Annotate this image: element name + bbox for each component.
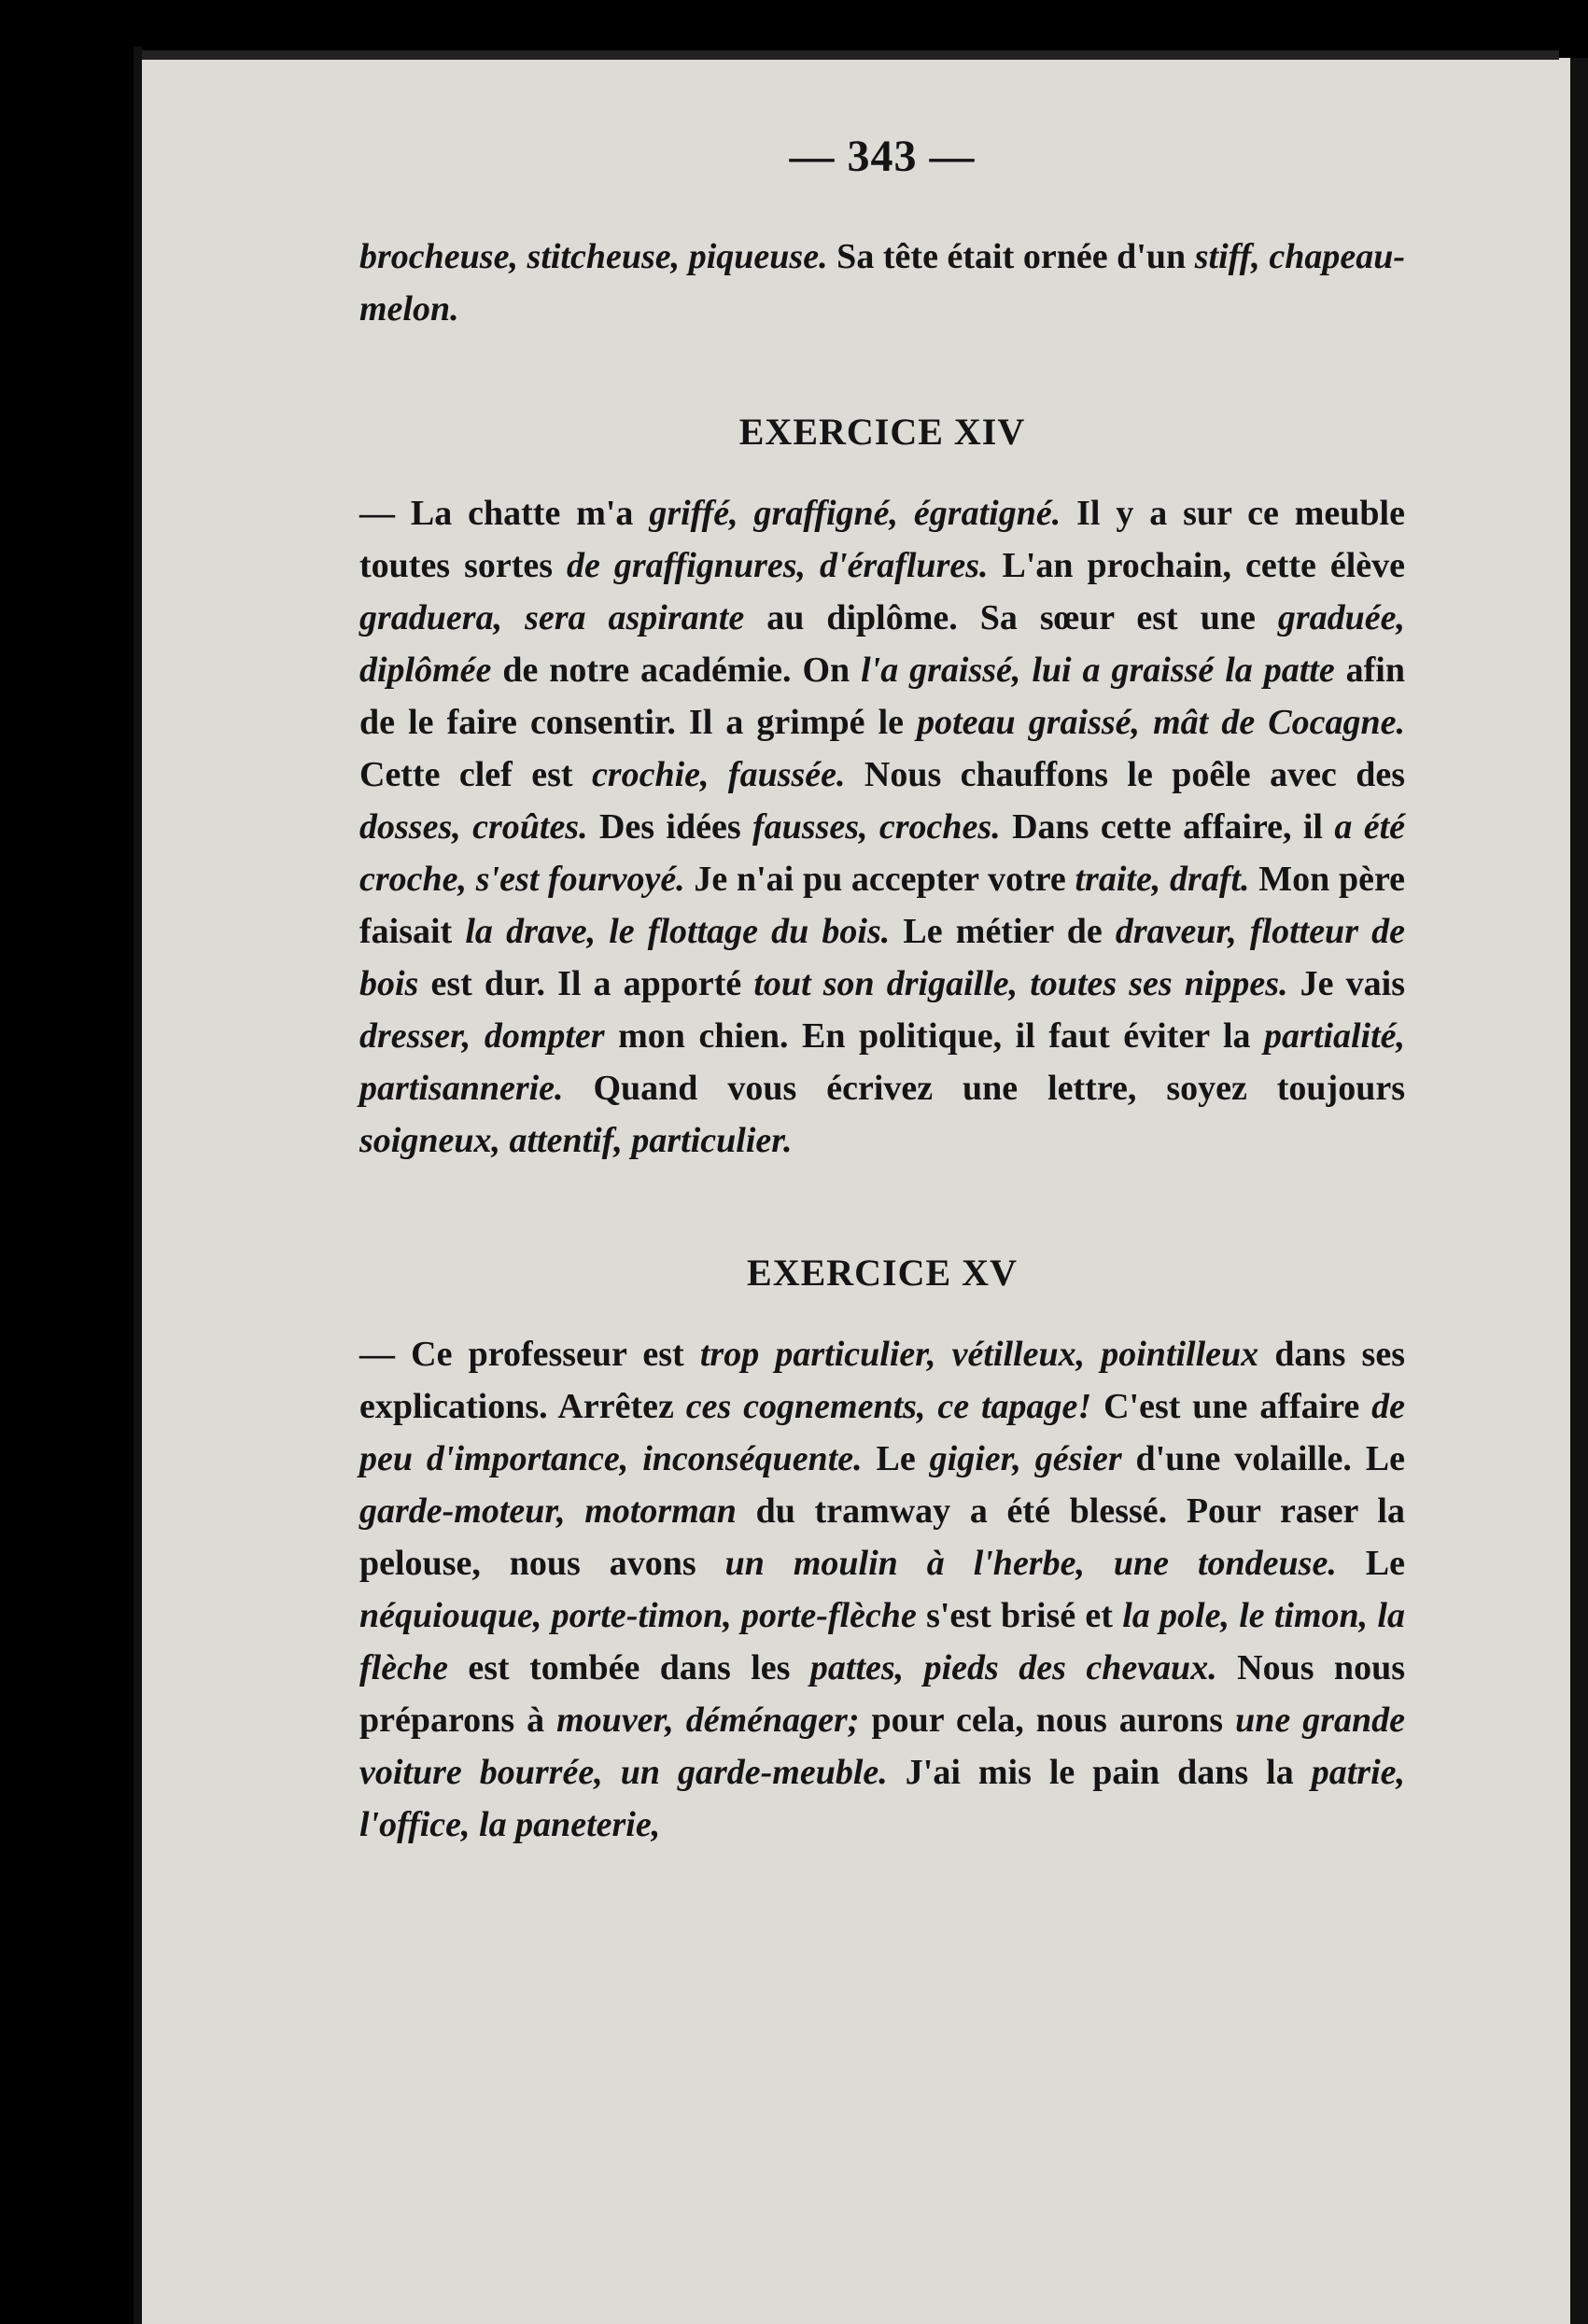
text-run: Mon père faisait [359,860,1406,951]
italic-term: une grande voiture bourrée, un garde-meuble. [359,1701,1405,1792]
right-edge [1570,58,1588,2324]
text-run: est tombée dans les [447,1648,810,1687]
italic-term: griffé, graffigné, égratigné. [649,494,1061,533]
text-run: Cette clef est [359,755,592,794]
text-column [359,131,1405,1851]
text-run: — La chatte m'a [359,494,650,533]
italic-term: de peu d'importance, inconséquente. [359,1387,1406,1478]
text-run: Je vais [1287,964,1405,1003]
text-run: Dans cette affaire, il [1000,807,1335,847]
italic-term: traite, draft. [1075,860,1250,899]
italic-term: patrie, l'office, la paneterie, [359,1753,1405,1844]
text-run: Sa tête était ornée d'un [827,237,1195,276]
top-shadow [140,50,1559,60]
page-number: — 343 — [789,132,976,181]
text-run: du tramway a été blessé. Pour raser la pelouse, nous avons [359,1491,1405,1583]
text-run: C'est une affaire [1091,1387,1372,1426]
text-run: est dur. Il a apporté [418,964,754,1003]
text-run: J'ai mis le pain dans la [887,1753,1312,1792]
text-run: afin de le faire consentir. Il a grimpé le [359,651,1405,742]
text-run: au diplôme. Sa sœur est une [744,598,1278,637]
italic-term: poteau graissé, mât de Cocagne. [917,703,1405,742]
text-run: Le [1336,1544,1405,1583]
italic-term: dresser, dompter [359,1016,605,1056]
italic-term: draveur, flotteur de bois [359,912,1405,1003]
text-run: Nous chauffons le poêle avec des [845,755,1405,794]
exercise-15-paragraph [359,1328,1405,1851]
carryover-paragraph [359,231,1405,335]
italic-term: un moulin à l'herbe, une tondeuse. [724,1544,1337,1583]
italic-term: graduera, sera aspirante [359,598,745,637]
exercise-15-heading: EXERCICE XV [747,1252,1018,1294]
text-run: Il y a sur ce meuble toutes sortes [359,494,1405,585]
italic-term: gigier, gésier [929,1439,1122,1478]
text-run: d'une volaille. Le [1121,1439,1405,1478]
text-run: — Ce professeur est [359,1335,700,1374]
text-run: Je n'ai pu accepter votre [684,860,1075,899]
italic-term: mouver, déménager; [556,1701,860,1740]
text-run: s'est brisé et [916,1596,1123,1635]
text-run: pour cela, nous aurons [859,1701,1236,1740]
text-run: dans ses explications. Arrêtez [359,1335,1405,1426]
text-run: Quand vous écrivez une lettre, soyez toujours [563,1069,1405,1108]
text-run: de notre académie. On [491,651,862,690]
exercise-14-paragraph [359,487,1405,1167]
italic-term: crochie, faussée. [591,755,846,794]
text-run: Le métier de [890,912,1116,951]
binding-edge [134,47,142,2324]
text-run: Le [862,1439,930,1478]
italic-term: stiff, chapeau-melon. [359,237,1406,329]
italic-term: néquiouque, porte-timon, porte-flèche [359,1596,917,1635]
italic-term: brocheuse, stitcheuse, piqueuse. [359,237,828,276]
italic-term: la pole, le timon, la flèche [359,1596,1405,1687]
italic-term: soigneux, attentif, particulier. [359,1121,793,1160]
text-run: Des idées [587,807,753,847]
italic-term: de graffignures, d'éraflures. [567,546,989,585]
italic-term: partialité, partisannerie. [359,1016,1405,1108]
text-run: Nous nous préparons à [359,1648,1405,1740]
italic-term: graduée, diplômée [359,598,1405,690]
italic-term: dosses, croûtes. [359,807,588,847]
italic-term: ces cognements, ce tapage! [685,1387,1092,1426]
italic-term: a été croche, s'est fourvoyé. [359,807,1405,899]
italic-term: garde-moteur, motorman [359,1491,737,1531]
italic-term: l'a graissé, lui a graissé la patte [861,651,1335,690]
italic-term: fausses, croches. [752,807,1001,847]
exercise-14-heading: EXERCICE XIV [738,411,1026,453]
italic-term: trop particulier, vétilleux, pointilleux [699,1335,1259,1374]
italic-term: pattes, pieds des chevaux. [809,1648,1217,1687]
italic-term: la drave, le flottage du bois. [465,912,891,951]
text-run: mon chien. En politique, il faut éviter la [604,1016,1265,1056]
text-run: L'an prochain, cette élève [988,546,1406,585]
italic-term: tout son drigaille, toutes ses nippes. [753,964,1288,1003]
